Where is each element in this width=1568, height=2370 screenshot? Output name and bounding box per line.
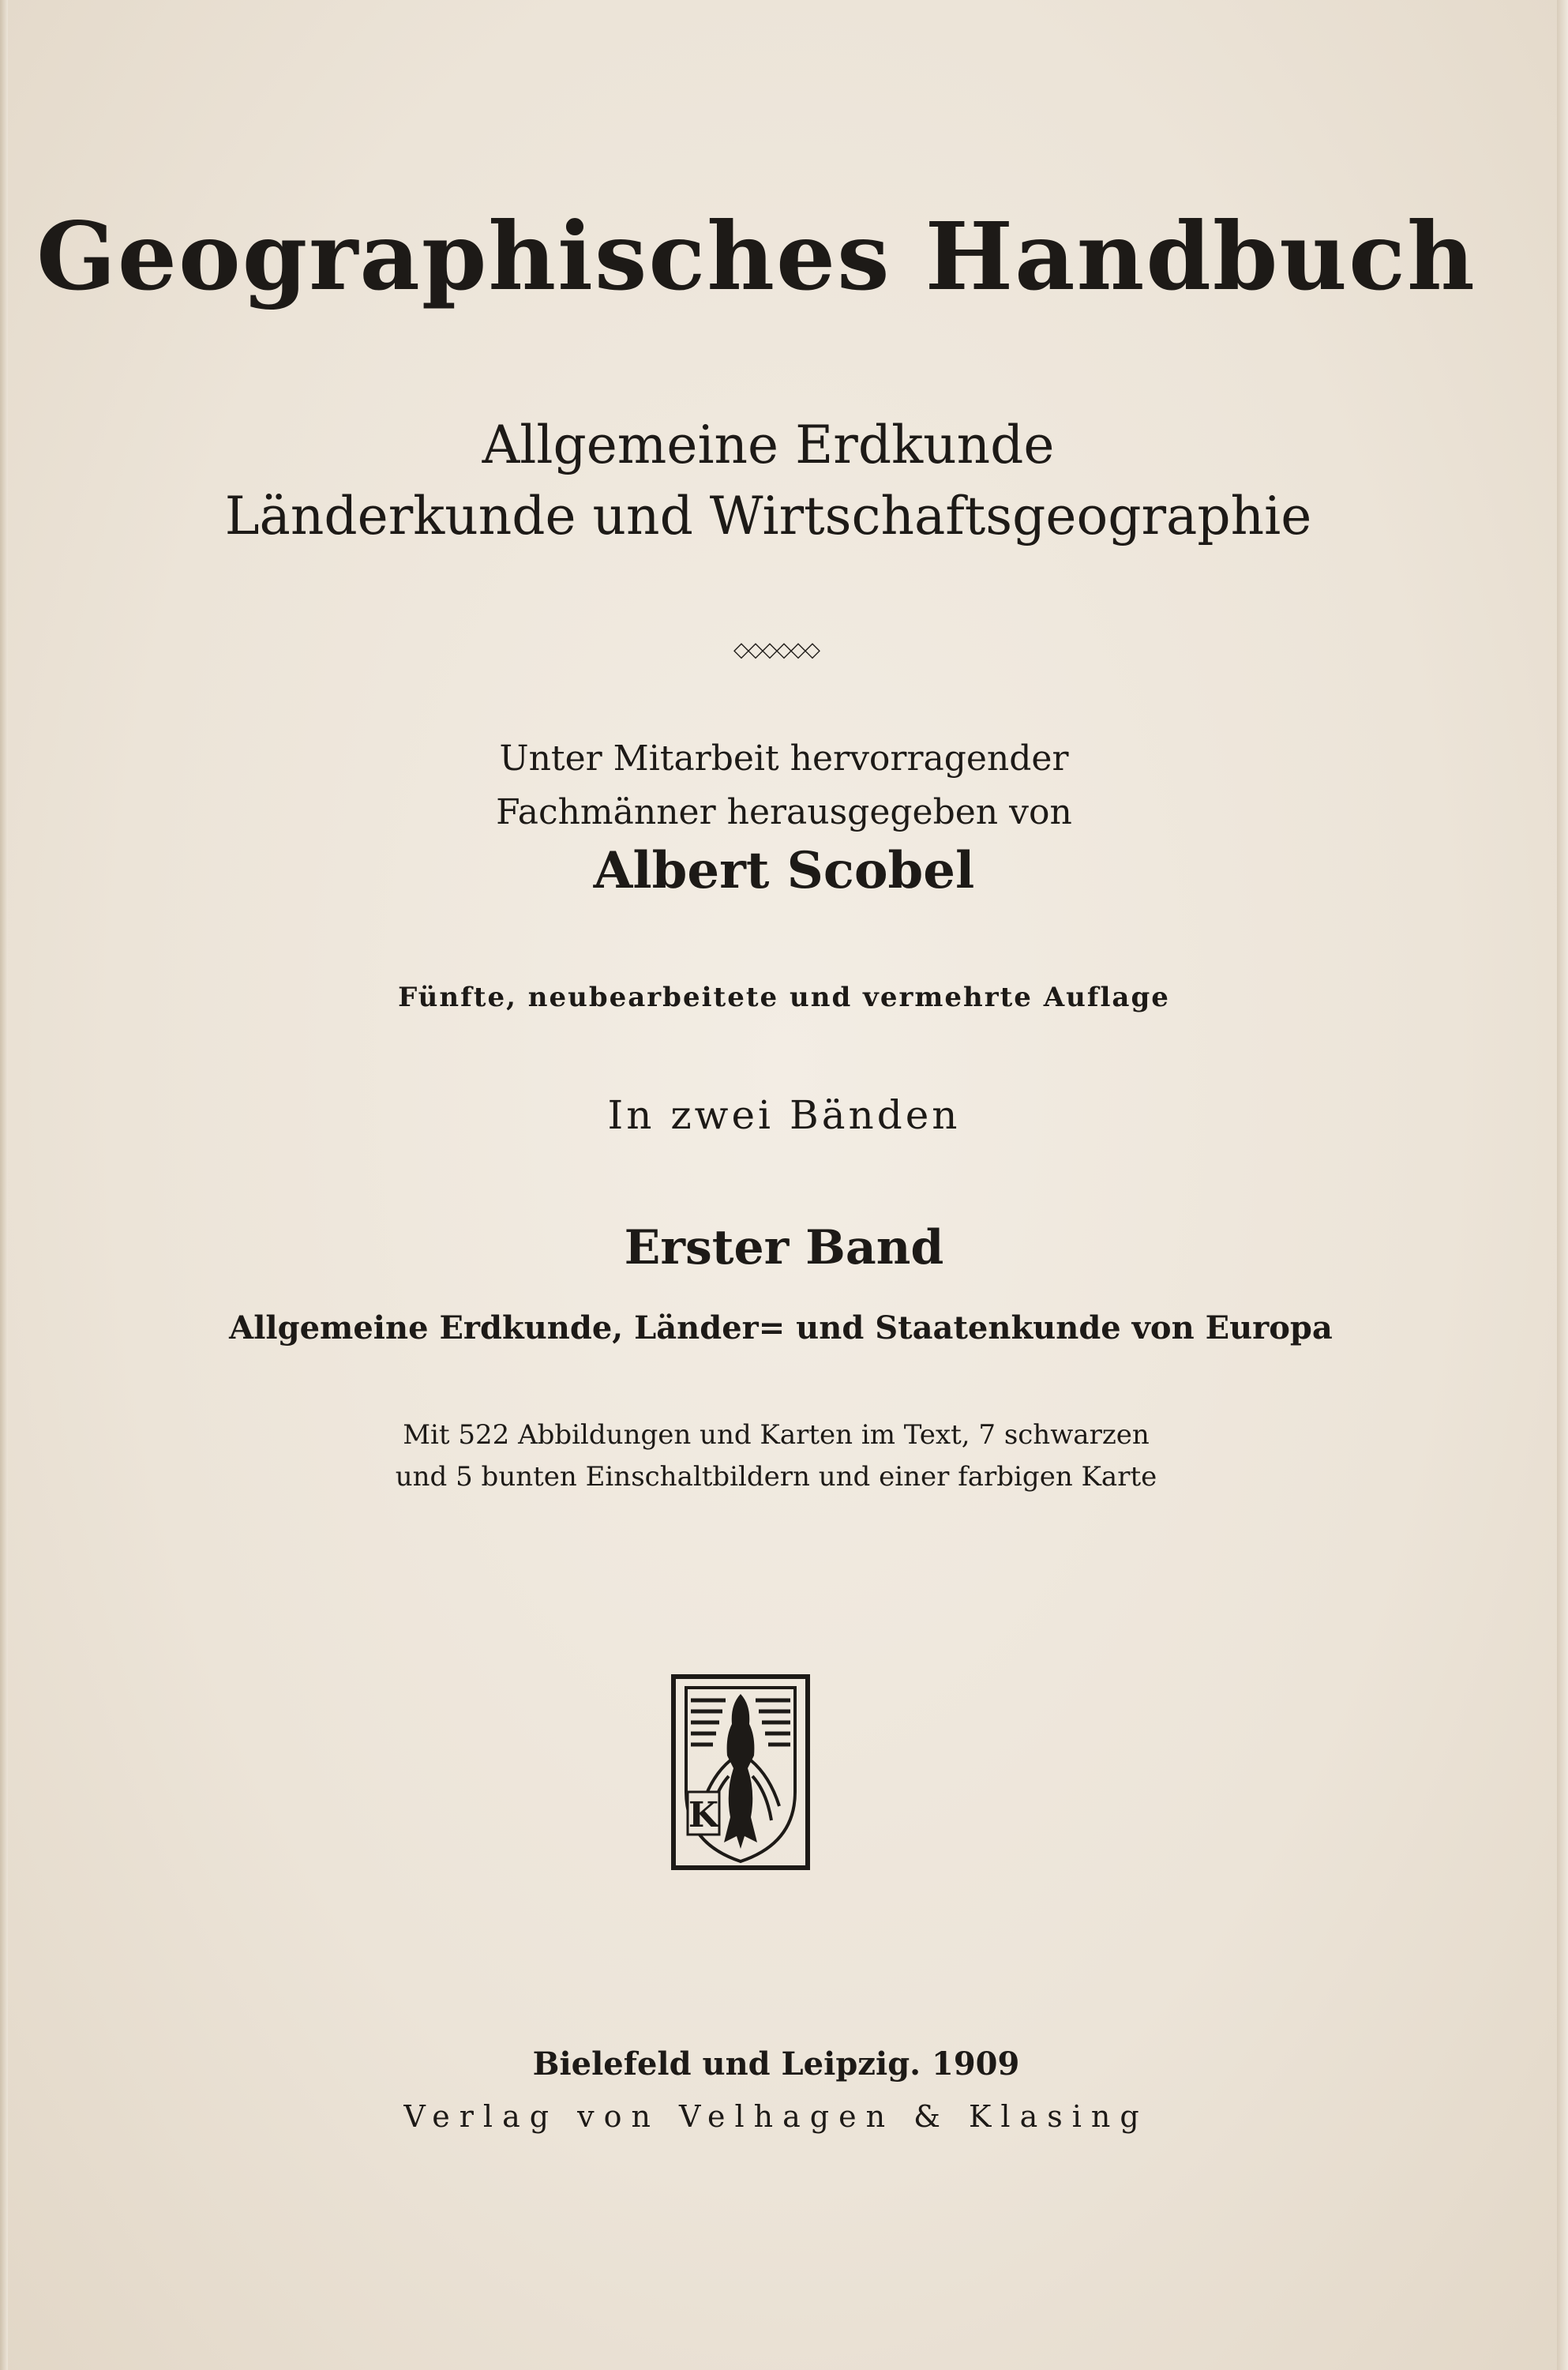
volume-title: Erster Band xyxy=(624,1220,944,1275)
subtitle-line-1: Allgemeine Erdkunde xyxy=(482,415,1055,475)
collaboration-line-1: Unter Mitarbeit hervorragender xyxy=(499,738,1069,779)
illustrations-line-1: Mit 522 Abbildungen und Karten im Text, 7 schwarzen xyxy=(403,1419,1150,1451)
illustrations-line-2: und 5 bunten Einschaltbildern und einer farbigen Karte xyxy=(395,1461,1157,1493)
volumes-statement: In zwei Bänden xyxy=(607,1092,961,1138)
subtitle-line-2: Länderkunde und Wirtschaftsgeographie xyxy=(224,486,1312,546)
book-title: Geographisches Handbuch xyxy=(36,201,1476,311)
imprint-publisher: Verlag von Velhagen & Klasing xyxy=(403,2099,1149,2134)
ornament-divider: ◇◇◇◇◇◇ xyxy=(733,638,819,662)
publisher-logo-icon xyxy=(670,1673,811,1871)
page-edge-left xyxy=(0,0,8,2370)
imprint-place-year: Bielefeld und Leipzig. 1909 xyxy=(532,2045,1020,2083)
author-name: Albert Scobel xyxy=(593,841,975,900)
edition-statement: Fünfte, neubearbeitete und vermehrte Auflage xyxy=(398,982,1170,1013)
collaboration-line-2: Fachmänner herausgegeben von xyxy=(496,792,1072,832)
page-edge-right xyxy=(1557,0,1568,2370)
volume-subtitle: Allgemeine Erdkunde, Länder= und Staatenkunde von Europa xyxy=(229,1309,1333,1347)
logo-letter: K xyxy=(688,1795,719,1835)
